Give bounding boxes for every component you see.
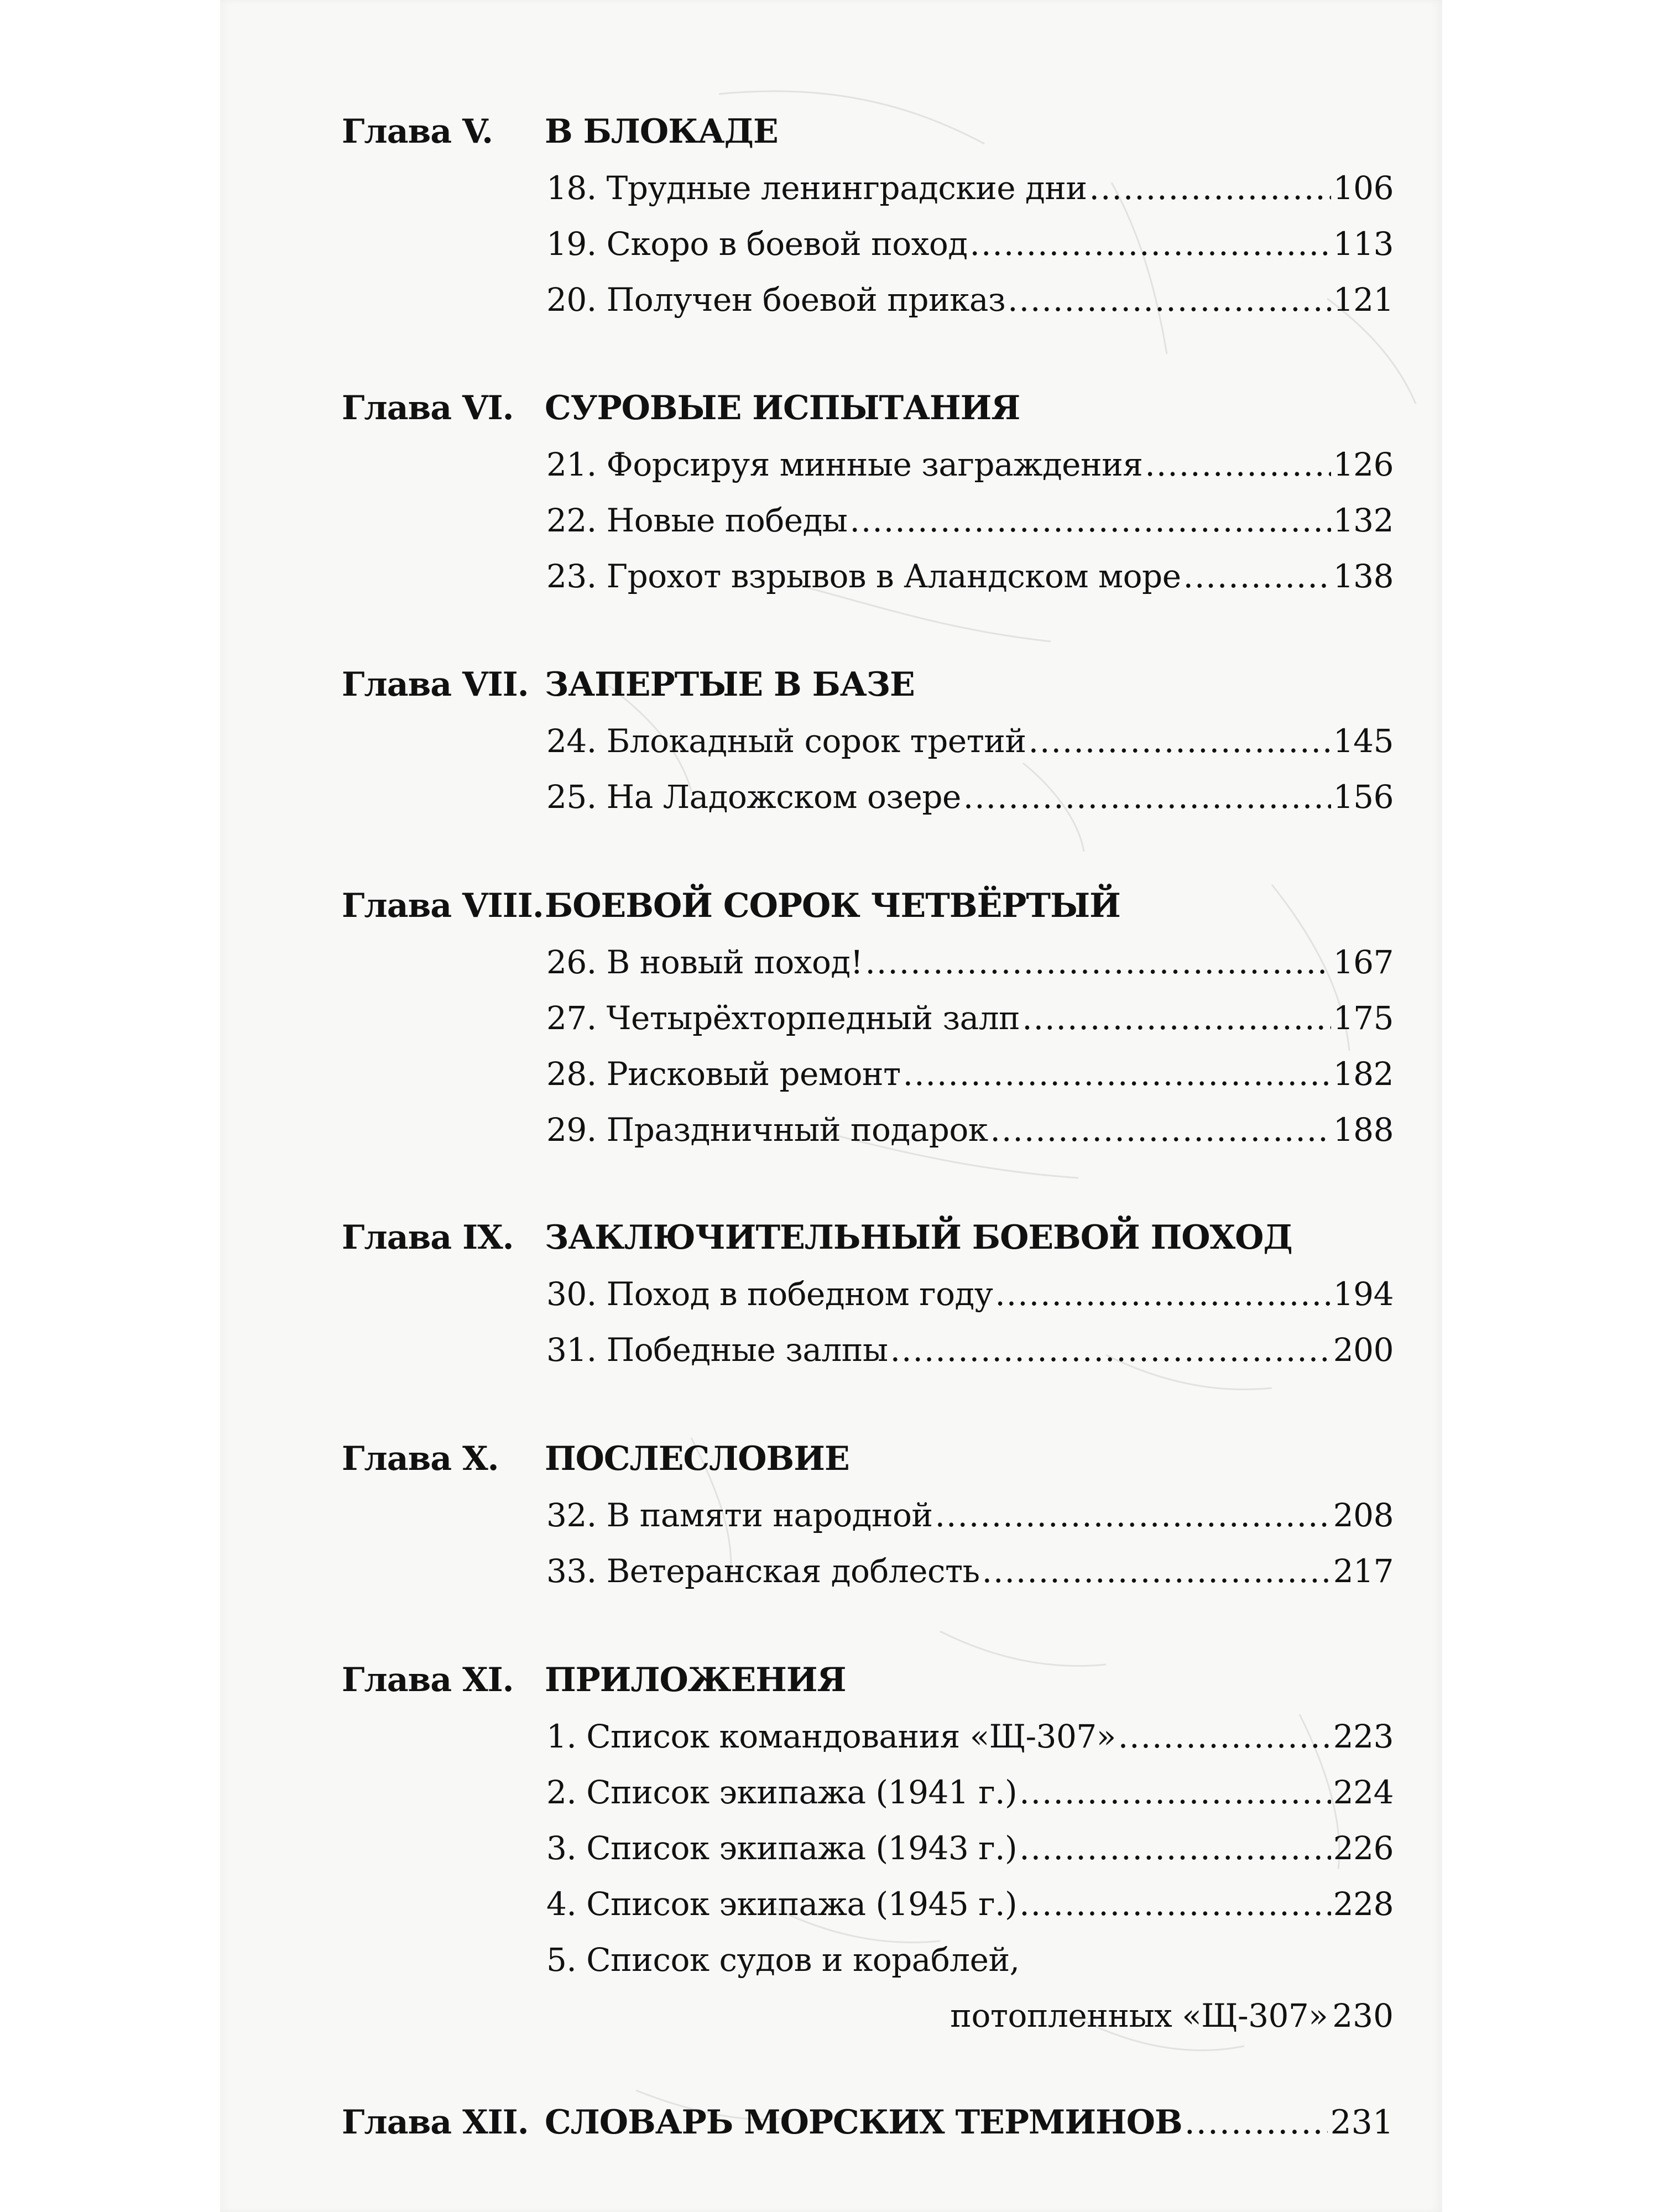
- chapter-page-number: 231: [1330, 2103, 1394, 2142]
- leader-dots: [990, 1102, 1331, 1157]
- entry-title: 32. В памяти народной: [546, 1496, 933, 1534]
- entry-title: 19. Скоро в боевой поход: [546, 225, 968, 263]
- entry-title: 28. Рисковый ремонт: [546, 1055, 901, 1093]
- toc-entry[interactable]: [0, 713, 1659, 769]
- entry-title: 30. Поход в победном году: [546, 1275, 993, 1313]
- toc-entry[interactable]: [0, 769, 1659, 825]
- entry-title: 18. Трудные ленинградские дни: [546, 169, 1087, 207]
- toc-entry[interactable]: [0, 1102, 1659, 1157]
- entry-page-number: 167: [1333, 943, 1394, 981]
- chapter-heading: [0, 657, 1659, 712]
- chapter-heading: [0, 878, 1659, 933]
- chapter-number: Глава XI.: [342, 1661, 514, 1699]
- entry-title: 2. Список экипажа (1941 г.): [546, 1773, 1018, 1811]
- leader-dots: [982, 1543, 1331, 1599]
- chapter-title: ЗАПЕРТЫЕ В БАЗЕ: [545, 665, 915, 704]
- toc-entry[interactable]: [0, 1709, 1659, 1764]
- entry-page-number: 194: [1333, 1275, 1394, 1313]
- entry-page-number: 138: [1333, 557, 1394, 595]
- entry-page-number: 224: [1333, 1773, 1394, 1811]
- chapter-title: СУРОВЫЕ ИСПЫТАНИЯ: [545, 389, 1020, 427]
- leader-dots: [935, 1488, 1331, 1543]
- entry-title: 22. Новые победы: [546, 502, 848, 539]
- entry-title: 29. Праздничный подарок: [546, 1111, 988, 1149]
- entry-page-number: 126: [1333, 446, 1394, 483]
- leader-dots: [1019, 1876, 1331, 1932]
- toc-entry[interactable]: [0, 1322, 1659, 1378]
- toc-entry[interactable]: [0, 1932, 1659, 1987]
- entry-title: 24. Блокадный сорок третий: [546, 722, 1026, 760]
- chapter-heading[interactable]: [0, 2095, 1659, 2150]
- toc-entry[interactable]: [0, 1543, 1659, 1599]
- entry-page-number: 145: [1333, 722, 1394, 760]
- leader-dots: [849, 493, 1331, 548]
- toc-entry-continuation[interactable]: [0, 1988, 1659, 2043]
- chapter-title: ЗАКЛЮЧИТЕЛЬНЫЙ БОЕВОЙ ПОХОД: [545, 1218, 1292, 1257]
- leader-dots: [903, 1046, 1331, 1102]
- entry-page-number: 182: [1333, 1055, 1394, 1093]
- entry-title: 21. Форсируя минные заграждения: [546, 446, 1143, 483]
- chapter-heading: [0, 1431, 1659, 1486]
- toc-entry[interactable]: [0, 990, 1659, 1046]
- entry-page-number: 228: [1333, 1885, 1394, 1923]
- chapter-title: СЛОВАРЬ МОРСКИХ ТЕРМИНОВ: [545, 2103, 1182, 2142]
- chapter-number: Глава VI.: [342, 389, 514, 427]
- toc-entry[interactable]: [0, 1765, 1659, 1820]
- chapter-title: БОЕВОЙ СОРОК ЧЕТВЁРТЫЙ: [545, 886, 1120, 925]
- entry-title: 3. Список экипажа (1943 г.): [546, 1829, 1018, 1867]
- entry-page-number: 132: [1333, 502, 1394, 539]
- entry-title-continuation: потопленных «Щ-307»: [950, 1997, 1328, 2034]
- toc-entry[interactable]: [0, 935, 1659, 990]
- leader-dots: [1183, 549, 1331, 604]
- toc-entry[interactable]: [0, 272, 1659, 327]
- chapter-number: Глава V.: [342, 112, 493, 151]
- entry-page-number: 208: [1333, 1496, 1394, 1534]
- leader-dots: [1145, 437, 1331, 492]
- entry-title: 1. Список командования «Щ-307»: [546, 1718, 1116, 1755]
- entry-title: 23. Грохот взрывов в Аландском море: [546, 557, 1181, 595]
- toc-entry[interactable]: [0, 437, 1659, 492]
- chapter-number: Глава VII.: [342, 665, 529, 704]
- entry-page-number: 121: [1333, 281, 1394, 319]
- entry-page-number: 200: [1333, 1331, 1394, 1369]
- toc-entry[interactable]: [0, 493, 1659, 548]
- entry-page-number: 223: [1333, 1718, 1394, 1755]
- leader-dots: [995, 1266, 1331, 1322]
- entry-title: 31. Победные залпы: [546, 1331, 888, 1369]
- leader-dots: [1019, 1765, 1331, 1820]
- toc-entry[interactable]: [0, 1046, 1659, 1102]
- chapter-heading: [0, 1210, 1659, 1265]
- leader-dots: [963, 769, 1331, 825]
- leader-dots: [890, 1322, 1331, 1378]
- toc-entry[interactable]: [0, 1820, 1659, 1876]
- leader-dots: [1185, 2095, 1328, 2150]
- chapter-number: Глава X.: [342, 1439, 499, 1478]
- entry-title: 20. Получен боевой приказ: [546, 281, 1006, 319]
- entry-page-number: 106: [1333, 169, 1394, 207]
- entry-title: 27. Четырёхторпедный залп: [546, 999, 1020, 1037]
- entry-page-number: 156: [1333, 778, 1394, 816]
- entry-page-number: 217: [1333, 1552, 1394, 1590]
- leader-dots: [1022, 990, 1331, 1046]
- chapter-heading: [0, 1652, 1659, 1708]
- leader-dots: [1089, 160, 1331, 216]
- entry-title: 33. Ветеранская доблесть: [546, 1552, 980, 1590]
- entry-page-number: 113: [1333, 225, 1394, 263]
- leader-dots: [1029, 713, 1331, 769]
- toc-entry[interactable]: [0, 216, 1659, 272]
- toc-entry[interactable]: [0, 160, 1659, 216]
- leader-dots: [1019, 1820, 1331, 1876]
- entry-page-number: 188: [1333, 1111, 1394, 1149]
- entry-page-number: 175: [1333, 999, 1394, 1037]
- entry-title: 5. Список судов и кораблей,: [546, 1941, 1020, 1979]
- leader-dots: [1008, 272, 1331, 327]
- leader-dots: [1118, 1709, 1331, 1764]
- entry-title: 26. В новый поход!: [546, 943, 863, 981]
- chapter-number: Глава VIII.: [342, 886, 544, 925]
- chapter-heading: [0, 104, 1659, 159]
- entry-title: 4. Список экипажа (1945 г.): [546, 1885, 1018, 1923]
- chapter-title: В БЛОКАДЕ: [545, 112, 778, 151]
- entry-title: 25. На Ладожском озере: [546, 778, 961, 816]
- chapter-title: ПРИЛОЖЕНИЯ: [545, 1661, 846, 1699]
- entry-page-number: 226: [1333, 1829, 1394, 1867]
- chapter-title: ПОСЛЕСЛОВИЕ: [545, 1439, 849, 1478]
- leader-dots: [865, 935, 1331, 990]
- chapter-heading: [0, 380, 1659, 436]
- toc-entry[interactable]: [0, 1876, 1659, 1932]
- entry-page-number: 230: [1332, 1997, 1394, 2034]
- toc-entry[interactable]: [0, 1488, 1659, 1543]
- toc-entry[interactable]: [0, 549, 1659, 604]
- leader-dots: [970, 216, 1331, 272]
- chapter-number: Глава IX.: [342, 1218, 514, 1257]
- chapter-number: Глава XII.: [342, 2103, 529, 2142]
- toc-entry[interactable]: [0, 1266, 1659, 1322]
